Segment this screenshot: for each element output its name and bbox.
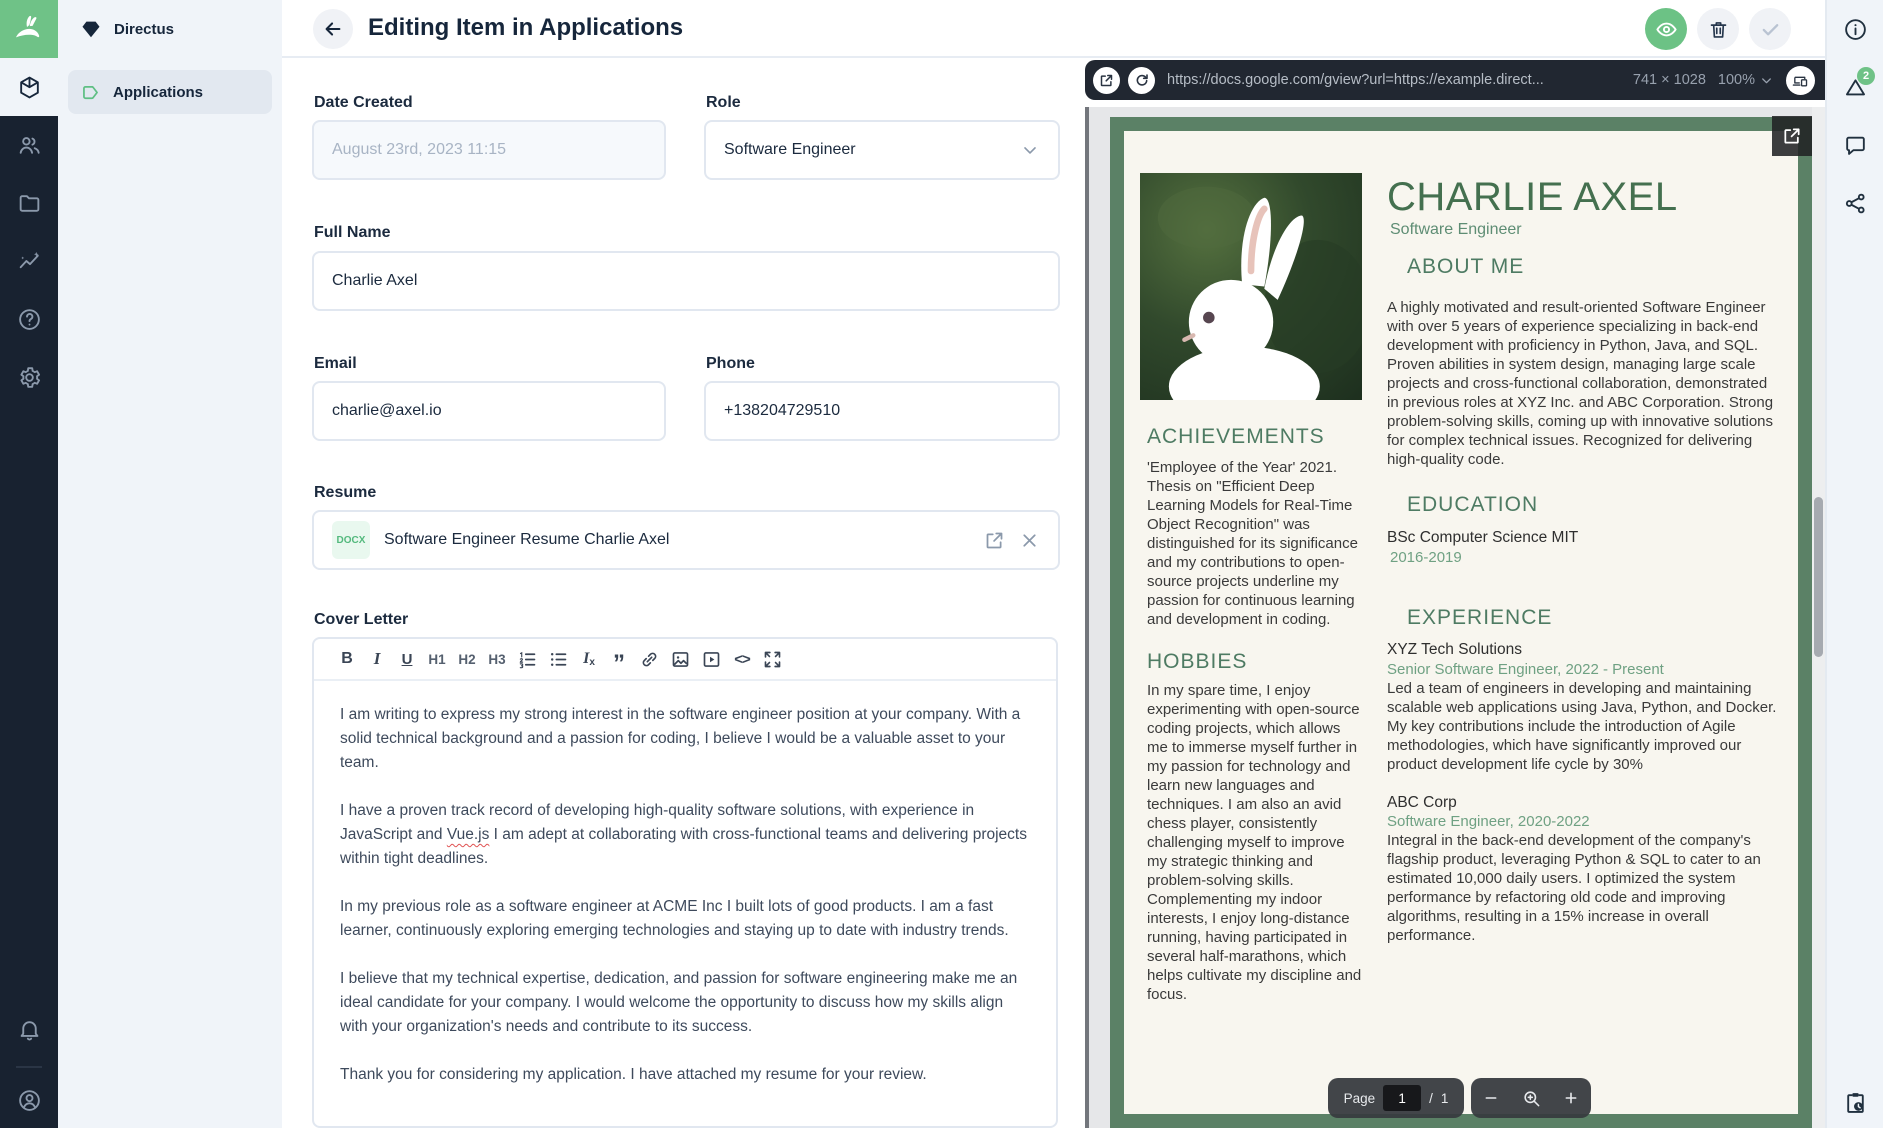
- notifications-button[interactable]: [0, 1000, 58, 1058]
- job-title: Software Engineer, 2020-2022: [1387, 813, 1590, 830]
- education-years: 2016-2019: [1390, 549, 1462, 566]
- email-label: Email: [314, 355, 357, 372]
- module-settings[interactable]: [0, 348, 58, 406]
- revisions-count-badge: 2: [1857, 67, 1875, 85]
- h1-button[interactable]: H1: [428, 651, 446, 667]
- user-menu-button[interactable]: [0, 1076, 58, 1124]
- bell-icon: [17, 1017, 42, 1042]
- zoom-in-button[interactable]: [1551, 1078, 1591, 1118]
- header-actions: [1645, 8, 1791, 50]
- module-content[interactable]: [0, 58, 58, 116]
- save-button[interactable]: [1749, 8, 1791, 50]
- full-name-label: Full Name: [314, 224, 391, 241]
- trash-icon: [1708, 19, 1729, 40]
- comment-icon: [1843, 133, 1868, 158]
- hobbies-text: In my spare time, I enjoy experimenting with open-source coding projects, which allows me to immerse myself further in my passion for technology and learn new languages and techniques. I am also an avid chess player, consistently challenging myself to improve my strategic thinking and problem-solving skills. Complementing my indoor interests, I enjoy long-distance running, having participated in several half-marathons, which helps cultivate my discipline and focus.: [1147, 682, 1362, 1003]
- app-header: [282, 0, 1883, 58]
- clear-format-button[interactable]: I x: [583, 650, 595, 668]
- phone-label: Phone: [706, 355, 755, 372]
- cover-letter-editor: [312, 637, 1058, 1128]
- popout-document-button[interactable]: [1772, 116, 1812, 156]
- job-description: Led a team of engineers in developing and maintaining scalable web applications using Java, Python, and Docker. My key contributions include the introduction of Agile methodologies, which have significantly improved our product development life cycle by 30%: [1387, 680, 1777, 773]
- page-separator: /: [1429, 1090, 1433, 1106]
- user-avatar-icon: [17, 1088, 42, 1113]
- h3-button[interactable]: H3: [488, 651, 506, 667]
- cover-letter-paragraph: I am writing to express my strong interest in the software engineer position at your company. With a solid technical background and a passion for coding, I believe I would be a valuable asset to your team.: [340, 706, 1021, 771]
- chevron-down-icon: [1020, 140, 1040, 160]
- cover-letter-paragraph: Thank you for considering my application. I have attached my resume for your review.: [340, 1066, 927, 1083]
- fullscreen-button[interactable]: [759, 644, 786, 674]
- editor-toolbar: [314, 639, 1056, 681]
- hobbies-heading: HOBBIES: [1147, 650, 1248, 673]
- refresh-button[interactable]: [1128, 67, 1155, 94]
- module-bar: [0, 0, 58, 1128]
- email-input[interactable]: [332, 402, 646, 420]
- about-text: A highly motivated and result-oriented Software Engineer with over 5 years of experience specializing in back-end development with proficiency in Python, Java, and SQL. Proven abilities in system design, managing large scale projects and cross-functional collaboration, demonstrated in previous roles at XYZ Inc. and ABC Corporation. Strong problem-solving skills, coming up with innovative solutions for complex technical issues. Recognized for delivering high-quality code.: [1387, 299, 1774, 468]
- content-cube-icon: [17, 75, 42, 100]
- shares-tab[interactable]: [1833, 181, 1877, 225]
- module-files[interactable]: [0, 174, 58, 232]
- cover-letter-label: Cover Letter: [314, 611, 409, 628]
- item-form: [282, 58, 1085, 1128]
- h2-button[interactable]: H2: [458, 651, 476, 667]
- job-title: Senior Software Engineer, 2022 - Present: [1387, 661, 1664, 678]
- sidebar-divider: [16, 1066, 42, 1068]
- scrollbar-thumb[interactable]: [1814, 497, 1823, 657]
- preview-toggle-button[interactable]: [1645, 8, 1687, 50]
- page-label: Page: [1343, 1090, 1376, 1106]
- achievements-heading: ACHIEVEMENTS: [1147, 425, 1325, 448]
- revisions-tab[interactable]: [1833, 65, 1877, 109]
- date-created-input[interactable]: [332, 141, 646, 159]
- link-button[interactable]: [636, 644, 663, 674]
- module-insights[interactable]: [0, 232, 58, 290]
- clipboard-clock-icon: [1843, 1090, 1868, 1115]
- zoom-out-button[interactable]: [1471, 1078, 1511, 1118]
- zoom-controls: [1471, 1078, 1591, 1118]
- preview-url[interactable]: https://docs.google.com/gview?url=https://example.direct...: [1167, 72, 1544, 88]
- cover-letter-paragraph: In my previous role as a software engineer at ACME Inc I built lots of good products. I am a fast learner, continuously exploring emerging technologies and staying up to date with industry trends.: [340, 898, 1009, 939]
- resume-label: Resume: [314, 484, 377, 501]
- live-preview-drawer: [1085, 58, 1825, 1128]
- achievements-text: 'Employee of the Year' 2021. Thesis on "Efficient Deep Learning Models for Real-Time Object Recognition" was distinguished for its significance and my contributions to open-source projects underline my passion for continuous learning and development in coding.: [1147, 459, 1358, 628]
- job-description: Integral in the back-end development of the company's flagship product, leveraging Python & SQL to cater to an estimated 10,000 daily users. I optimized the system performance by refactoring old code and improving algorithms, resulting in a 15% increase in overall performance.: [1387, 832, 1761, 944]
- preview-address-bar: [1085, 60, 1825, 100]
- project-gem-icon: [80, 18, 102, 40]
- directus-logo[interactable]: [0, 0, 58, 58]
- page-title: Editing Item in Applications: [368, 14, 684, 41]
- eye-icon: [1655, 18, 1678, 41]
- experience-heading: EXPERIENCE: [1407, 606, 1553, 629]
- help-icon: [17, 307, 42, 332]
- page-navigation: [1328, 1078, 1464, 1118]
- date-created-label: Date Created: [314, 94, 413, 111]
- email-field[interactable]: [312, 381, 666, 441]
- cover-letter-content[interactable]: [314, 681, 1056, 1128]
- activity-tab[interactable]: [1833, 1080, 1877, 1124]
- users-icon: [17, 133, 42, 158]
- rabbit-logo-icon: [10, 10, 48, 48]
- resume-role: Software Engineer: [1390, 221, 1522, 238]
- collection-tag-icon: [80, 82, 101, 103]
- resume-file-field[interactable]: [312, 510, 1060, 570]
- insights-icon: [17, 249, 42, 274]
- back-button[interactable]: [313, 9, 353, 49]
- responsive-mode-button[interactable]: [1786, 66, 1815, 95]
- zoom-magnifier-button[interactable]: [1511, 1078, 1551, 1118]
- education-degree: BSc Computer Science MIT: [1387, 529, 1579, 546]
- module-help[interactable]: [0, 290, 58, 348]
- delete-button[interactable]: [1697, 8, 1739, 50]
- role-value: Software Engineer: [724, 141, 856, 158]
- share-icon: [1843, 191, 1868, 216]
- page-total: 1: [1440, 1090, 1449, 1106]
- right-sidebar: [1825, 0, 1883, 1128]
- preview-zoom-select[interactable]: 100%: [1718, 72, 1774, 88]
- full-name-field[interactable]: [312, 251, 1060, 311]
- bullet-list-button[interactable]: [545, 644, 572, 674]
- docx-file-icon: DOCX: [332, 521, 370, 559]
- video-button[interactable]: [698, 644, 725, 674]
- phone-field[interactable]: [704, 381, 1060, 441]
- nav-item-applications[interactable]: [68, 70, 272, 114]
- info-tab[interactable]: [1833, 7, 1877, 51]
- folder-icon: [17, 191, 42, 216]
- date-created-field[interactable]: [312, 120, 666, 180]
- rabbit-photo: [1140, 173, 1362, 400]
- job-company: ABC Corp: [1387, 794, 1457, 811]
- open-in-new-button[interactable]: [1093, 67, 1120, 94]
- resume-file-name: Software Engineer Resume Charlie Axel: [384, 531, 670, 548]
- resume-name: CHARLIE AXEL: [1387, 175, 1678, 219]
- cover-letter-paragraph: I believe that my technical expertise, dedication, and passion for software engineering make me an ideal candidate for your company. I would welcome the opportunity to discuss how my skills align with your organization's needs and contribute to its success.: [340, 970, 1018, 1035]
- resume-page: [1110, 117, 1812, 1128]
- remove-file-icon[interactable]: [1019, 530, 1040, 551]
- image-button[interactable]: [667, 644, 694, 674]
- phone-input[interactable]: [724, 402, 1040, 420]
- underline-button[interactable]: U: [401, 650, 413, 668]
- code-button[interactable]: <>: [734, 650, 750, 668]
- page-number-input[interactable]: 1: [1383, 1085, 1421, 1111]
- arrow-left-icon: [322, 18, 344, 40]
- check-icon: [1759, 18, 1782, 41]
- open-file-icon[interactable]: [984, 530, 1005, 551]
- misspelled-word: Vue.js: [446, 826, 490, 843]
- blockquote-button[interactable]: ”: [613, 650, 625, 677]
- cover-letter-paragraph: I have a proven track record of developing high-quality software solutions, with experience in JavaScript and Vue.js I am adept at collaborating with cross-functional teams and delivering projects within tight deadlines.: [340, 802, 1027, 867]
- info-icon: [1843, 17, 1868, 42]
- job-company: XYZ Tech Solutions: [1387, 641, 1522, 658]
- project-header[interactable]: [58, 0, 282, 58]
- ordered-list-button[interactable]: [514, 644, 541, 674]
- document-viewer[interactable]: [1085, 107, 1825, 1128]
- nav-item-label: Applications: [113, 83, 204, 101]
- about-heading: ABOUT ME: [1407, 255, 1525, 278]
- gear-icon: [17, 365, 42, 390]
- full-name-input[interactable]: [332, 272, 1040, 290]
- bold-button[interactable]: B: [341, 650, 353, 667]
- project-name: Directus: [114, 20, 175, 38]
- role-select[interactable]: [704, 120, 1060, 180]
- preview-dimensions: 741 × 1028: [1632, 72, 1706, 88]
- nav-sidebar: [58, 0, 282, 1128]
- module-users[interactable]: [0, 116, 58, 174]
- education-heading: EDUCATION: [1407, 493, 1539, 516]
- comments-tab[interactable]: [1833, 123, 1877, 167]
- italic-button[interactable]: I: [373, 649, 381, 668]
- role-label: Role: [706, 94, 741, 111]
- viewer-scrollbar[interactable]: [1812, 107, 1825, 1128]
